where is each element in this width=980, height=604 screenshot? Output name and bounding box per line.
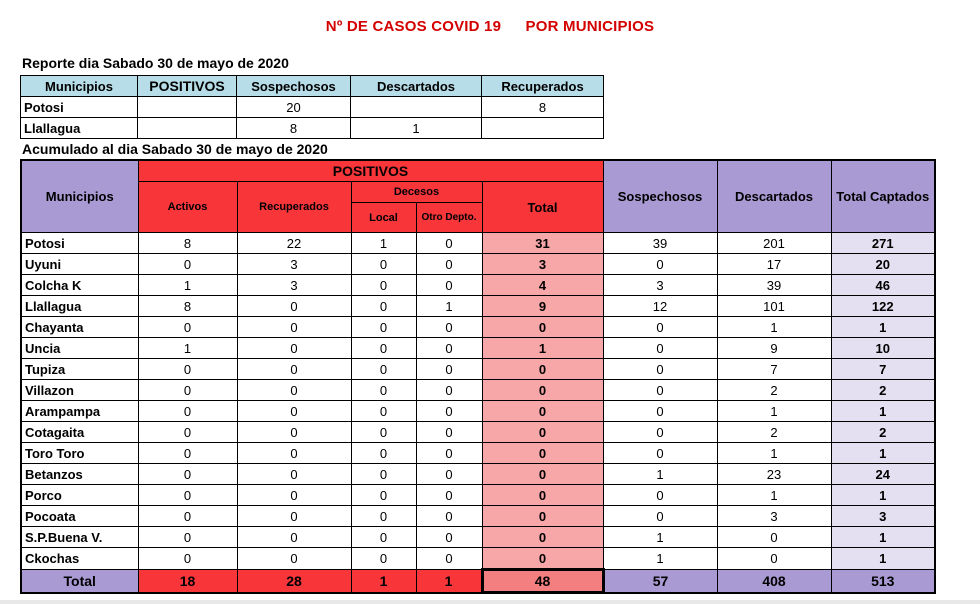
table-row: [21, 254, 935, 275]
col-descartados: Descartados: [351, 76, 482, 97]
recuperados-value: 0: [237, 464, 351, 485]
activos-value: 1: [138, 275, 237, 296]
accumulated-table: [20, 159, 936, 594]
total-value: 31: [482, 233, 603, 254]
sospechosos-value: 0: [603, 359, 717, 380]
otro-depto-value: 0: [416, 317, 482, 338]
descartados-value: 201: [717, 233, 831, 254]
local-value: 0: [351, 422, 416, 443]
totals-otro: 1: [416, 570, 482, 593]
descartados-value: 39: [717, 275, 831, 296]
sospechosos-value: 1: [603, 548, 717, 570]
total-captados-value: 1: [831, 401, 935, 422]
hdr-activos: Activos: [138, 182, 237, 233]
municipio-name: Llallagua: [21, 296, 138, 317]
descartados-value: 9: [717, 338, 831, 359]
total-captados-value: 3: [831, 506, 935, 527]
otro-depto-value: 0: [416, 527, 482, 548]
local-value: 0: [351, 527, 416, 548]
otro-depto-value: 0: [416, 380, 482, 401]
hdr-decesos: Decesos: [351, 182, 482, 203]
recuperados-value: 0: [237, 296, 351, 317]
total-captados-value: 10: [831, 338, 935, 359]
municipio-name: Potosi: [21, 97, 138, 118]
recuperados-value: 0: [237, 359, 351, 380]
col-recuperados: Recuperados: [482, 76, 604, 97]
recuperados-value: 0: [237, 506, 351, 527]
municipio-name: Arampampa: [21, 401, 138, 422]
recuperados-value: 3: [237, 275, 351, 296]
municipio-name: Uncia: [21, 338, 138, 359]
descartados-value: 17: [717, 254, 831, 275]
table-row: [21, 233, 935, 254]
municipio-name: Cotagaita: [21, 422, 138, 443]
col-municipios: Municipios: [21, 76, 138, 97]
total-value: 0: [482, 359, 603, 380]
sospechosos-value: 0: [603, 317, 717, 338]
local-value: 0: [351, 485, 416, 506]
local-value: 0: [351, 443, 416, 464]
descartados-value: 1: [717, 443, 831, 464]
otro-depto-value: 0: [416, 359, 482, 380]
sospechosos-value: 20: [237, 97, 351, 118]
descartados-value: 101: [717, 296, 831, 317]
municipio-name: Pocoata: [21, 506, 138, 527]
recuperados-value: 22: [237, 233, 351, 254]
report-row: [21, 97, 604, 118]
table-row: [21, 506, 935, 527]
sospechosos-value: 0: [603, 254, 717, 275]
totals-label: Total: [21, 570, 138, 593]
sospechosos-value: 39: [603, 233, 717, 254]
sospechosos-value: 1: [603, 527, 717, 548]
local-value: 0: [351, 506, 416, 527]
municipio-name: Colcha K: [21, 275, 138, 296]
hdr-otro-depto: Otro Depto.: [416, 203, 482, 233]
total-value: 4: [482, 275, 603, 296]
activos-value: 0: [138, 401, 237, 422]
recuperados-value: 0: [237, 485, 351, 506]
municipio-name: Chayanta: [21, 317, 138, 338]
hdr-total-captados: Total Captados: [831, 160, 935, 233]
accumulated-body: [21, 233, 935, 570]
table-row: [21, 380, 935, 401]
table-row: [21, 422, 935, 443]
totals-sospechosos: 57: [603, 570, 717, 593]
activos-value: 0: [138, 464, 237, 485]
page-title: [0, 18, 980, 35]
total-value: 0: [482, 443, 603, 464]
totals-recuperados: 28: [237, 570, 351, 593]
activos-value: 0: [138, 527, 237, 548]
hdr-descartados: Descartados: [717, 160, 831, 233]
descartados-value: 1: [717, 401, 831, 422]
activos-value: 0: [138, 548, 237, 570]
total-captados-value: 271: [831, 233, 935, 254]
totals-local: 1: [351, 570, 416, 593]
activos-value: 0: [138, 254, 237, 275]
otro-depto-value: 1: [416, 296, 482, 317]
recuperados-value: 0: [237, 338, 351, 359]
municipio-name: Llallagua: [21, 118, 138, 139]
otro-depto-value: 0: [416, 506, 482, 527]
total-captados-value: 1: [831, 548, 935, 570]
report-row: [21, 118, 604, 139]
local-value: 0: [351, 548, 416, 570]
total-captados-value: 7: [831, 359, 935, 380]
descartados-value: 0: [717, 527, 831, 548]
table-row: [21, 401, 935, 422]
otro-depto-value: 0: [416, 275, 482, 296]
table-row: [21, 548, 935, 570]
table-row: [21, 527, 935, 548]
sospechosos-value: 0: [603, 422, 717, 443]
totals-total: 48: [482, 570, 603, 593]
local-value: 0: [351, 317, 416, 338]
otro-depto-value: 0: [416, 422, 482, 443]
municipio-name: Potosi: [21, 233, 138, 254]
activos-value: 0: [138, 485, 237, 506]
municipio-name: Uyuni: [21, 254, 138, 275]
local-value: 0: [351, 338, 416, 359]
activos-value: 0: [138, 359, 237, 380]
activos-value: 0: [138, 443, 237, 464]
hdr-sospechosos: Sospechosos: [603, 160, 717, 233]
descartados-value: 2: [717, 422, 831, 443]
descartados-value: 1: [717, 485, 831, 506]
otro-depto-value: 0: [416, 464, 482, 485]
descartados-value: [351, 97, 482, 118]
table-row: [21, 338, 935, 359]
table-row: [21, 464, 935, 485]
municipio-name: Tupiza: [21, 359, 138, 380]
total-value: 0: [482, 380, 603, 401]
local-value: 0: [351, 296, 416, 317]
hdr-local: Local: [351, 203, 416, 233]
recuperados-value: 0: [237, 422, 351, 443]
table-row: [21, 317, 935, 338]
total-value: 0: [482, 422, 603, 443]
col-positivos: POSITIVOS: [138, 76, 237, 97]
recuperados-value: 8: [482, 97, 604, 118]
recuperados-value: 0: [237, 317, 351, 338]
sospechosos-value: 0: [603, 401, 717, 422]
total-captados-value: 20: [831, 254, 935, 275]
totals-descartados: 408: [717, 570, 831, 593]
descartados-value: 0: [717, 548, 831, 570]
total-value: 1: [482, 338, 603, 359]
municipio-name: Ckochas: [21, 548, 138, 570]
activos-value: 1: [138, 338, 237, 359]
descartados-value: 23: [717, 464, 831, 485]
sospechosos-value: 1: [603, 464, 717, 485]
report-heading: Reporte dia Sabado 30 de mayo de 2020: [22, 55, 289, 71]
total-captados-value: 1: [831, 443, 935, 464]
activos-value: 0: [138, 506, 237, 527]
total-captados-value: 122: [831, 296, 935, 317]
total-value: 0: [482, 548, 603, 570]
total-value: 0: [482, 317, 603, 338]
total-value: 0: [482, 506, 603, 527]
sospechosos-value: 0: [603, 338, 717, 359]
page-bottom-edge: [0, 600, 980, 604]
municipio-name: S.P.Buena V.: [21, 527, 138, 548]
totals-row: [21, 570, 935, 593]
accumulated-heading: Acumulado al dia Sabado 30 de mayo de 2020: [22, 141, 328, 157]
sospechosos-value: 0: [603, 443, 717, 464]
local-value: 0: [351, 359, 416, 380]
total-captados-value: 1: [831, 485, 935, 506]
positivos-value: [138, 118, 237, 139]
local-value: 0: [351, 254, 416, 275]
activos-value: 8: [138, 233, 237, 254]
total-captados-value: 2: [831, 380, 935, 401]
local-value: 0: [351, 464, 416, 485]
activos-value: 0: [138, 380, 237, 401]
hdr-positivos: POSITIVOS: [138, 160, 603, 182]
totals-activos: 18: [138, 570, 237, 593]
recuperados-value: 0: [237, 401, 351, 422]
positivos-value: [138, 97, 237, 118]
sospechosos-value: 0: [603, 380, 717, 401]
total-captados-value: 2: [831, 422, 935, 443]
total-value: 0: [482, 527, 603, 548]
totals-captados: 513: [831, 570, 935, 593]
recuperados-value: [482, 118, 604, 139]
local-value: 0: [351, 380, 416, 401]
table-row: [21, 359, 935, 380]
municipio-name: Villazon: [21, 380, 138, 401]
total-value: 0: [482, 485, 603, 506]
sospechosos-value: 0: [603, 506, 717, 527]
otro-depto-value: 0: [416, 443, 482, 464]
otro-depto-value: 0: [416, 338, 482, 359]
table-row: [21, 275, 935, 296]
recuperados-value: 3: [237, 254, 351, 275]
recuperados-value: 0: [237, 443, 351, 464]
hdr-municipios: Municipios: [21, 160, 138, 233]
header-row-1: [21, 160, 935, 182]
activos-value: 0: [138, 422, 237, 443]
hdr-recuperados: Recuperados: [237, 182, 351, 233]
total-value: 0: [482, 464, 603, 485]
recuperados-value: 0: [237, 548, 351, 570]
title-part-2: POR MUNICIPIOS: [525, 18, 655, 35]
otro-depto-value: 0: [416, 254, 482, 275]
descartados-value: 3: [717, 506, 831, 527]
municipio-name: Porco: [21, 485, 138, 506]
activos-value: 8: [138, 296, 237, 317]
table-row: [21, 296, 935, 317]
daily-report-table: [20, 75, 604, 139]
sospechosos-value: 0: [603, 485, 717, 506]
total-captados-value: 24: [831, 464, 935, 485]
report-header-row: [21, 76, 604, 97]
activos-value: 0: [138, 317, 237, 338]
total-captados-value: 1: [831, 317, 935, 338]
descartados-value: 1: [351, 118, 482, 139]
municipio-name: Betanzos: [21, 464, 138, 485]
table-row: [21, 443, 935, 464]
otro-depto-value: 0: [416, 485, 482, 506]
local-value: 1: [351, 233, 416, 254]
descartados-value: 1: [717, 317, 831, 338]
total-captados-value: 46: [831, 275, 935, 296]
sospechosos-value: 12: [603, 296, 717, 317]
descartados-value: 2: [717, 380, 831, 401]
local-value: 0: [351, 275, 416, 296]
local-value: 0: [351, 401, 416, 422]
col-sospechosos: Sospechosos: [237, 76, 351, 97]
recuperados-value: 0: [237, 380, 351, 401]
total-value: 3: [482, 254, 603, 275]
descartados-value: 7: [717, 359, 831, 380]
table-row: [21, 485, 935, 506]
total-value: 0: [482, 401, 603, 422]
total-captados-value: 1: [831, 527, 935, 548]
recuperados-value: 0: [237, 527, 351, 548]
sospechosos-value: 3: [603, 275, 717, 296]
otro-depto-value: 0: [416, 233, 482, 254]
total-value: 9: [482, 296, 603, 317]
otro-depto-value: 0: [416, 401, 482, 422]
municipio-name: Toro Toro: [21, 443, 138, 464]
hdr-total: Total: [482, 182, 603, 233]
title-part-1: Nº DE CASOS COVID 19: [325, 18, 502, 35]
otro-depto-value: 0: [416, 548, 482, 570]
sospechosos-value: 8: [237, 118, 351, 139]
